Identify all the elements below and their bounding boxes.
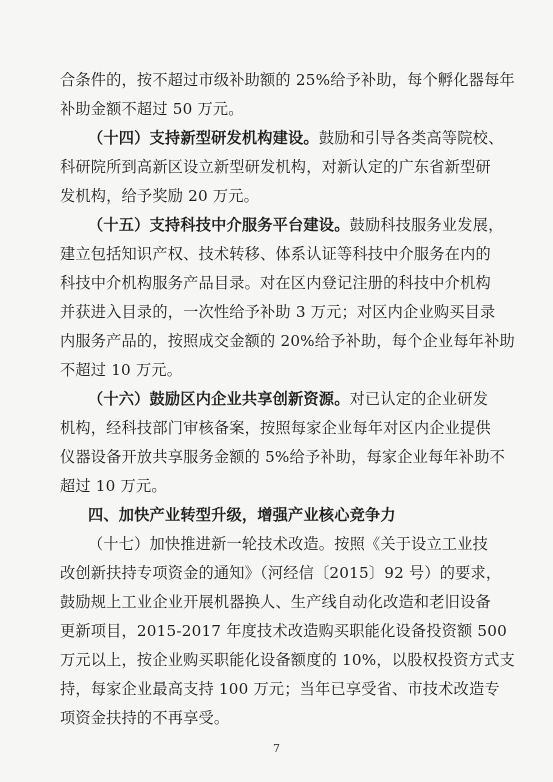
body-line: 项资金扶持的不再享受。 — [60, 709, 230, 727]
body-line: 万元以上，按企业购买职能化设备额度的 10%，以股权投资方式支 — [60, 651, 515, 669]
body-line: 超过 10 万元。 — [60, 477, 167, 495]
section-16-title: （十六）鼓励区内企业共享创新资源。 — [88, 390, 350, 408]
body-line: 合条件的，按不超过市级补助额的 25%给予补助，每个孵化器每年 — [60, 71, 515, 89]
section-14-line: （十四）支持新型研发机构建设。鼓励和引导各类高等院校、 — [88, 129, 504, 147]
body-line: 科技中介机构服务产品目录。对在区内登记注册的科技中介机构 — [60, 274, 491, 292]
body-line: 并获进入目录的，一次性给予补助 3 万元；对区内企业购买目录 — [60, 303, 496, 321]
body-line: 鼓励规上工业企业开展机器换人、生产线自动化改造和老旧设备 — [60, 593, 491, 611]
body-line: 更新项目，2015-2017 年度技术改造购买职能化设备投资额 500 — [60, 622, 508, 640]
body-line: 补助金额不超过 50 万元。 — [60, 100, 244, 118]
section-14-title: （十四）支持新型研发机构建设。 — [88, 129, 319, 147]
body-line: 持，每家企业最高支持 100 万元；当年已享受省、市技术改造专 — [60, 680, 500, 698]
body-line: 内服务产品的，按照成交金额的 20%给予补助，每个企业每年补助 — [60, 332, 515, 350]
section-17-line: （十七）加快推进新一轮技术改造。按照《关于设立工业技 — [88, 535, 489, 553]
body-line: 仪器设备开放共享服务金额的 5%给予补助，每家企业每年补助不 — [60, 448, 505, 466]
section-15-line: （十五）支持科技中介服务平台建设。鼓励科技服务业发展， — [88, 216, 504, 234]
page-number: 7 — [273, 742, 280, 755]
body-line: 不超过 10 万元。 — [60, 361, 183, 379]
body-line: 建立包括知识产权、技术转移、体系认证等科技中介服务在内的 — [60, 245, 491, 263]
body-line: 科研院所到高新区设立新型研发机构，对新认定的广东省新型研 — [60, 158, 491, 176]
section-16-line: （十六）鼓励区内企业共享创新资源。对已认定的企业研发 — [88, 390, 489, 408]
body-line: 机构，经科技部门审核备案，按照每家企业每年对区内企业提供 — [60, 419, 491, 437]
body-line: 改创新扶持专项资金的通知》（河经信〔2015〕92 号）的要求， — [60, 564, 502, 582]
body-line: 发机构，给予奖励 20 万元。 — [60, 187, 260, 205]
section-15-title: （十五）支持科技中介服务平台建设。 — [88, 216, 350, 234]
section-heading: 四、加快产业转型升级，增强产业核心竞争力 — [88, 506, 396, 524]
